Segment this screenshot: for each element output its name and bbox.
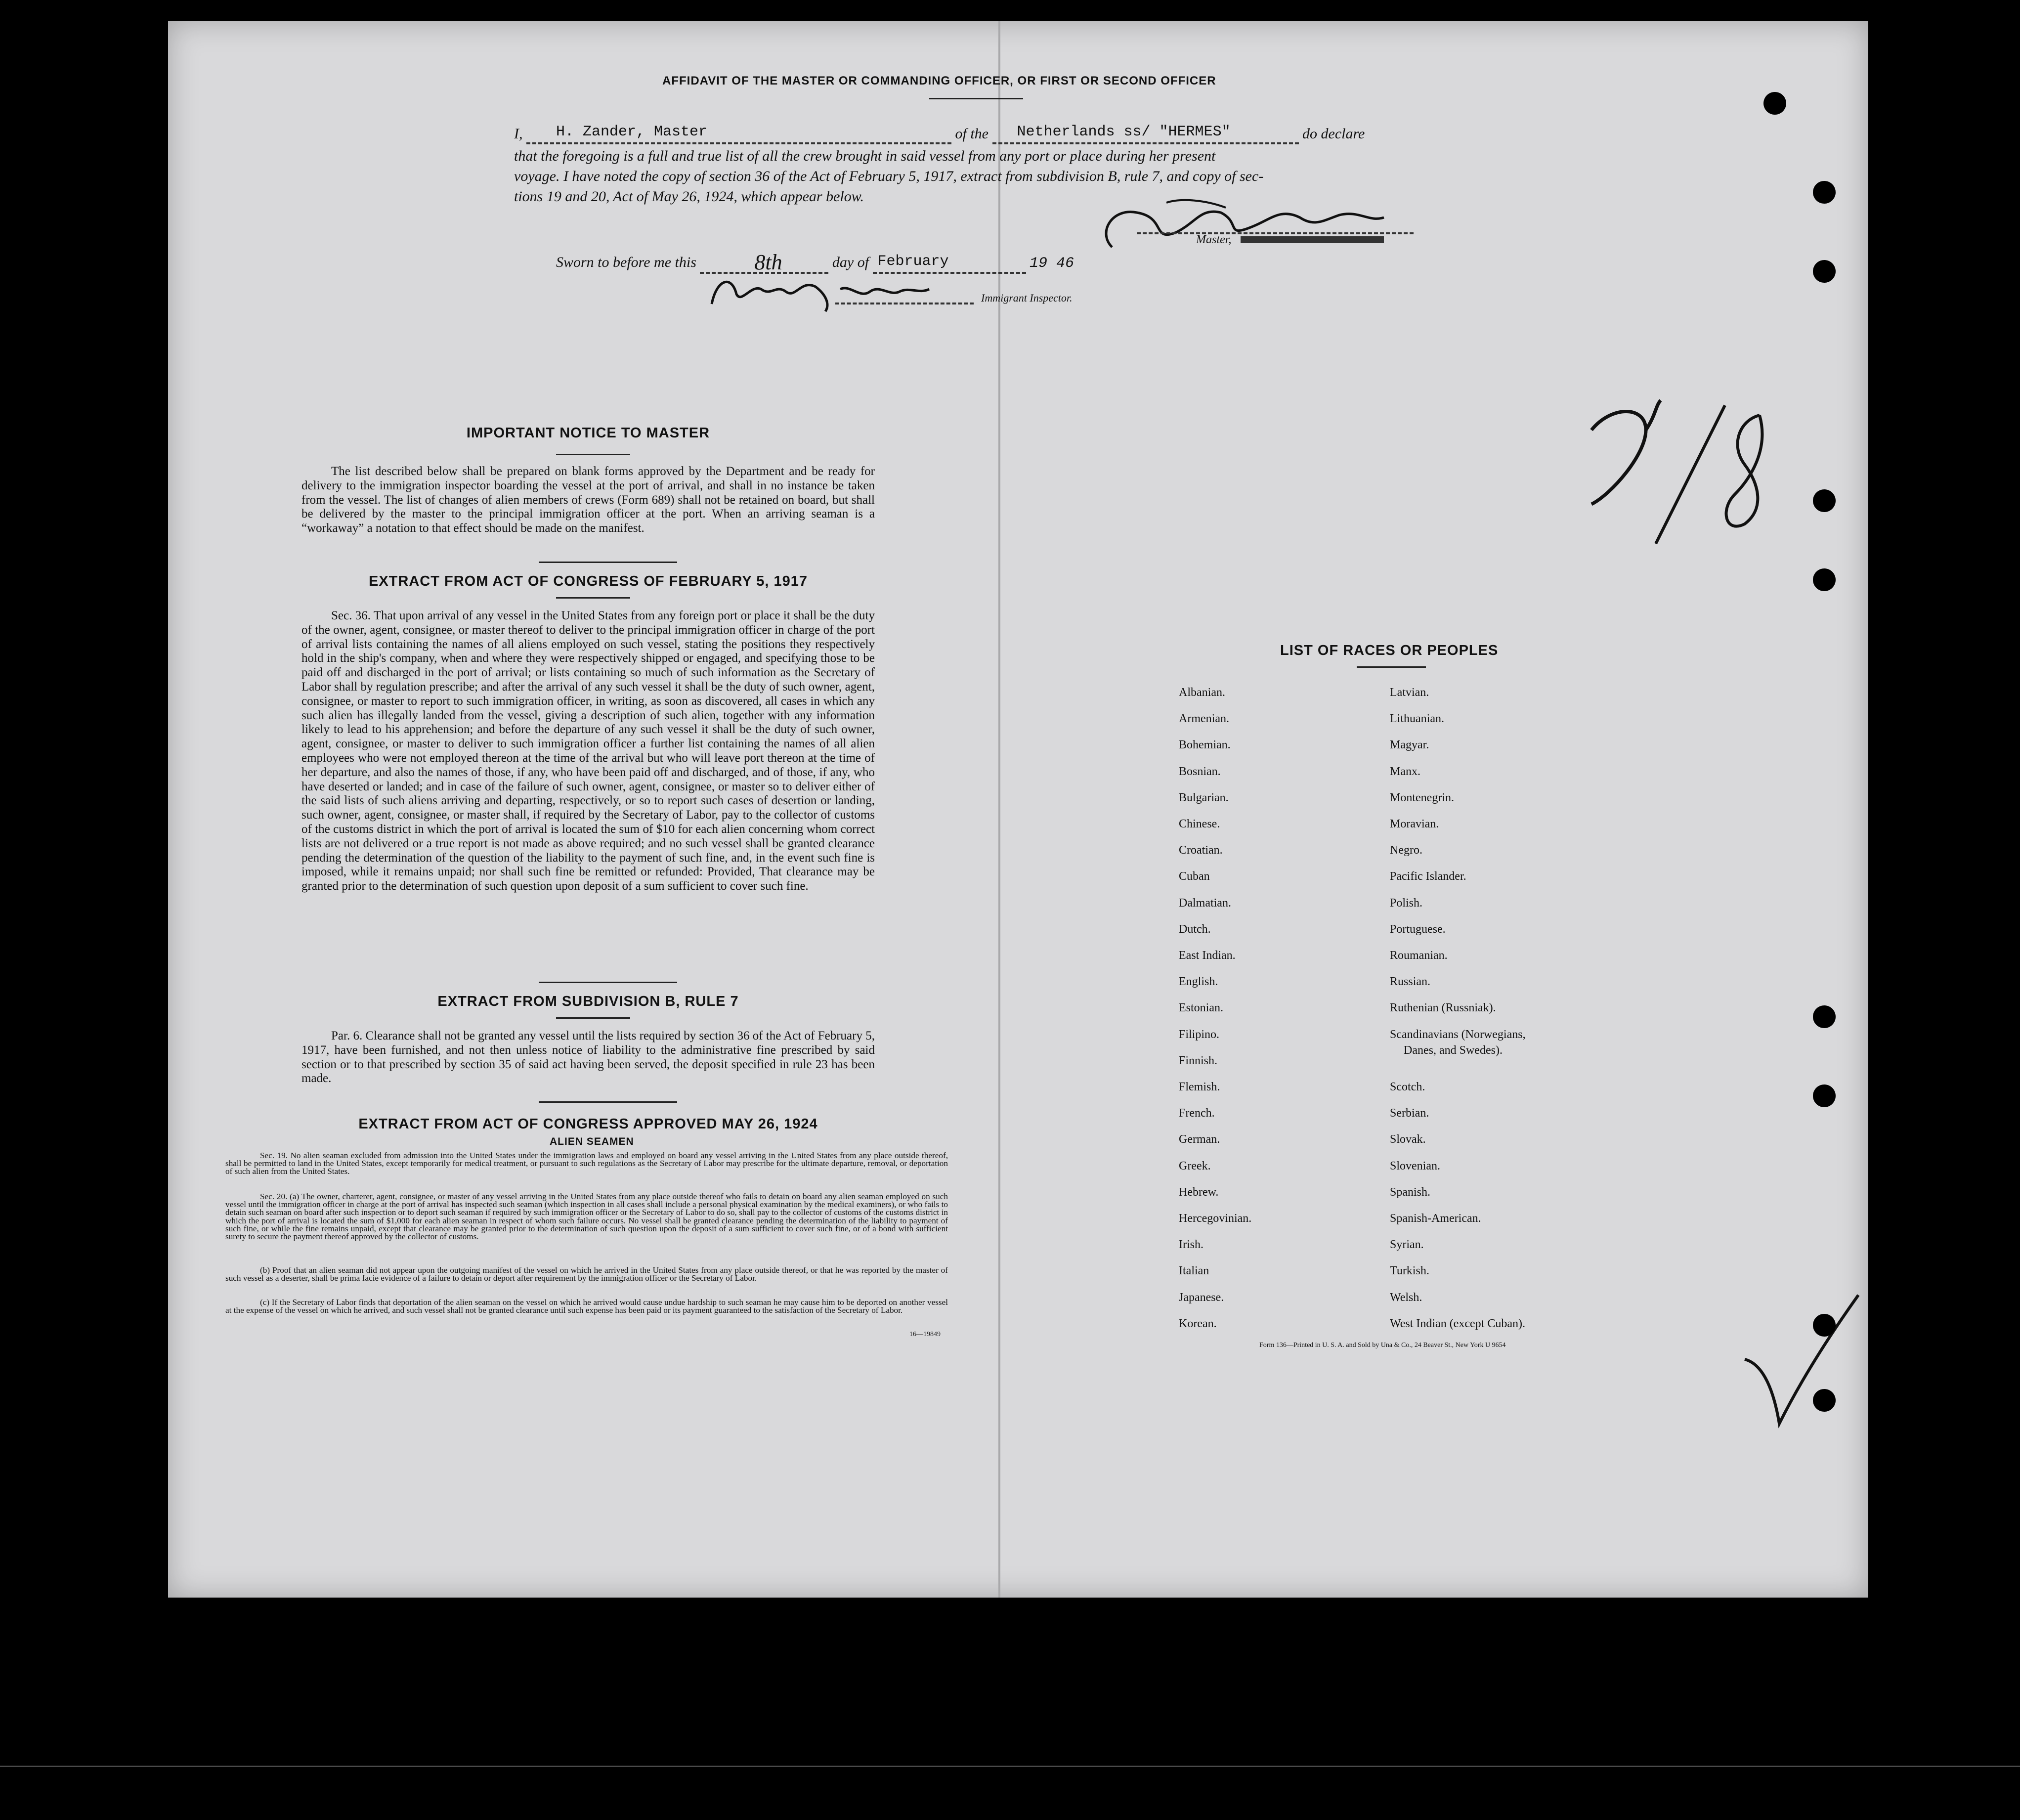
race-item: Roumanian. — [1390, 949, 1448, 962]
scan-bottom-line — [0, 1766, 2020, 1767]
race-item: Portuguese. — [1390, 922, 1446, 936]
sworn-text: Sworn to before me this — [556, 254, 696, 270]
race-item: Filipino. — [1179, 1028, 1220, 1041]
race-item: Bosnian. — [1179, 765, 1221, 778]
extract-1917-text: Sec. 36. That upon arrival of any vessel in the United States from any foreign port or place it shall be the duty of the owner, agent, consignee, or master thereof to deliver to the principal immigration officer in charge of the port of arrival lists containing the names of all aliens employed on such vessel, stating the positions they respectively hold in the ship's company, when and where they were respectively shipped or engaged, and specifying those to be paid off and discharged in the port of arrival; or lists containing so much of such information as the Secretary of Labor shall by regulation prescribe; and after the arrival of any such vessel it shall be the duty of such owner, agent, consignee, or master to report to such immigration officer, in writing, as soon as discovered, all cases in which any such alien has illegally landed from the vessel, giving a description of such alien, together with any information likely to lead to his apprehension; and before the departure of any such vessel it shall be the duty of such owner, agent, consignee, or master to deliver to such immigration officer a further list containing the names of all alien employees who were not employed thereon at the time of the arrival but who will leave port thereon at the time of her departure, and also the names of those, if any, who have been paid off and discharged, and of those, if any, who have deserted or landed; and in case of the failure of such owner, agent, consignee, or master so to deliver either of the said lists of such aliens arriving and departing, respectively, or so to report such cases of desertion or landing, such owner, agent, consignee, or master shall, if required by the Secretary of Labor, pay to the collector of customs of the customs district in which the port of arrival is located the sum of $10 for each alien concerning whom correct lists are not delivered or a true report is not made as above required; and no such vessel shall be granted clearance pending the determination of the question of the liability to the payment of such fine, and, in the event such fine is imposed, while it remains unpaid; nor shall such fine be remitted or refunded: Provided, That clearance may be granted prior to the determination of such question upon deposit of a sum sufficient to cover such fine. — [301, 609, 875, 893]
race-item: Serbian. — [1390, 1107, 1429, 1120]
punch-hole — [1813, 181, 1836, 204]
sworn-month: February — [877, 253, 949, 270]
race-item: Bohemian. — [1179, 738, 1231, 752]
race-item: Turkish. — [1390, 1264, 1429, 1278]
punch-hole — [1813, 489, 1836, 512]
sworn-day: 8th — [754, 250, 782, 274]
rule7-rule — [556, 1017, 630, 1019]
affidavit-do-declare: do declare — [1302, 126, 1365, 142]
race-item: Latvian. — [1390, 686, 1429, 699]
race-item: Bulgarian. — [1179, 791, 1229, 804]
race-item: English. — [1179, 975, 1218, 989]
master-name: H. Zander, Master — [556, 124, 708, 140]
inspector-sig-line — [835, 303, 974, 304]
race-item: West Indian (except Cuban). — [1390, 1317, 1525, 1330]
race-item: Hercegovinian. — [1179, 1212, 1252, 1225]
extract-1924-title: EXTRACT FROM ACT OF CONGRESS APPROVED MAY 26, 1924 — [358, 1116, 818, 1132]
punch-hole — [1813, 1005, 1836, 1028]
affidavit-i: I, — [514, 126, 523, 142]
affidavit-line2: that the foregoing is a full and true list of all the crew brought in said vessel from any port or place during her present — [514, 148, 1216, 164]
extract-1917-title: EXTRACT FROM ACT OF CONGRESS OF FEBRUARY 5, 1917 — [368, 573, 808, 589]
race-item: Irish. — [1179, 1238, 1203, 1252]
race-item: Spanish. — [1390, 1185, 1431, 1199]
race-item: Welsh. — [1390, 1291, 1422, 1304]
title-rule — [929, 98, 1023, 99]
race-item: Scotch. — [1390, 1081, 1425, 1093]
notice-end-rule — [539, 562, 677, 563]
race-item: Lithuanian. — [1390, 712, 1444, 726]
race-item: Ruthenian (Russniak). — [1390, 1001, 1496, 1015]
race-item: Dalmatian. — [1179, 896, 1231, 910]
race-item: Syrian. — [1390, 1238, 1424, 1252]
race-item: Korean. — [1179, 1317, 1217, 1330]
rule7-text: Par. 6. Clearance shall not be granted any vessel until the lists required by section 36 of the Act of February 5, 1917, have been furnished, and not then unless notice of liability to the administrative fine prescribed by said section or to that prescribed by section 35 of said act having been served, the deposit specified in rule 23 has been made. — [301, 1029, 875, 1085]
affidavit-title: AFFIDAVIT OF THE MASTER OR COMMANDING OFFICER, OR FIRST OR SECOND OFFICER — [662, 74, 1216, 87]
race-item: Slovak. — [1390, 1133, 1426, 1146]
race-item: Italian — [1179, 1264, 1209, 1278]
rule7-end-rule — [539, 1101, 677, 1103]
handwritten-page-mark — [1582, 386, 1789, 563]
race-item: Flemish. — [1179, 1081, 1220, 1093]
race-item: Spanish-American. — [1390, 1212, 1481, 1225]
sworn-year: 19 46 — [1030, 255, 1074, 272]
affidavit-line3: voyage. I have noted the copy of section 36 of the Act of February 5, 1917, extract from subdivision B, rule 7, and copy of sec- — [514, 168, 1264, 184]
race-item: Scandinavians (Norwegians, — [1390, 1028, 1526, 1041]
race-item: Slovenian. — [1390, 1159, 1440, 1172]
race-item: Greek. — [1179, 1159, 1211, 1172]
affidavit-line4: tions 19 and 20, Act of May 26, 1924, which appear below. — [514, 188, 864, 205]
check-mark — [1735, 1285, 1863, 1433]
race-item: Magyar. — [1390, 738, 1429, 752]
punch-hole — [1763, 92, 1786, 115]
race-item: Moravian. — [1390, 818, 1439, 830]
inspector-label: Immigrant Inspector. — [981, 292, 1073, 304]
race-item: Chinese. — [1179, 818, 1220, 830]
race-item: German. — [1179, 1133, 1220, 1146]
extract-1917-rule — [556, 597, 630, 599]
sec20b-text: (b) Proof that an alien seaman did not appear upon the outgoing manifest of the vessel on which he arrived in the United States from any place outside thereof, or that he was reported by the master of such vessel as a deserter, shall be prima facie evidence of a failure to detain or deport after requirement by the immigration officer or the Secretary of Labor. — [225, 1265, 948, 1283]
punch-hole — [1813, 568, 1836, 591]
punch-hole — [1813, 1314, 1836, 1337]
sec19-text: Sec. 19. No alien seaman excluded from admission into the United States under the immigration laws and employed on board any vessel arriving in the United States from any place outside thereof, shall be permitted to land in the United States, except temporarily for medical treatment, or pursuant to such regulations as the Secretary of Labor may prescribe for the ultimate departure, removal, or deportation of such alien from the United States. — [225, 1151, 948, 1176]
race-item: Dutch. — [1179, 922, 1211, 936]
race-item: Hebrew. — [1179, 1185, 1219, 1199]
race-item: Finnish. — [1179, 1054, 1218, 1067]
rule7-title: EXTRACT FROM SUBDIVISION B, RULE 7 — [437, 994, 739, 1009]
notice-text: The list described below shall be prepared on blank forms approved by the Department and be ready for delivery to the immigration inspector boarding the vessel at the port of arrival, and shall in no instance be taken from the vessel. The list of changes of alien members of crews (Form 689) shall not be retained on board, but shall be delivered by the master to the principal immigration officer at the port. When an arriving seaman is a “workaway” a notation to that effect should be made on the manifest. — [301, 465, 875, 535]
race-item: French. — [1179, 1107, 1215, 1120]
alien-seamen-subtitle: ALIEN SEAMEN — [550, 1136, 634, 1147]
race-item: Albanian. — [1179, 686, 1225, 699]
race-item: Russian. — [1390, 975, 1431, 989]
race-item: Pacific Islander. — [1390, 870, 1466, 883]
inspector-signature — [702, 269, 934, 314]
race-item: East Indian. — [1179, 949, 1236, 962]
master-signature — [1092, 193, 1399, 262]
race-item: Danes, and Swedes). — [1404, 1043, 1503, 1057]
race-item: Estonian. — [1179, 1001, 1223, 1015]
punch-hole — [1813, 1084, 1836, 1107]
race-item: Manx. — [1390, 765, 1420, 778]
print-code: 16—19849 — [909, 1331, 941, 1338]
day-of-text: day of — [832, 254, 869, 270]
races-rule — [1357, 666, 1426, 668]
affidavit-of-the: of the — [955, 126, 989, 142]
race-item: Croatian. — [1179, 844, 1223, 857]
race-item: Cuban — [1179, 870, 1210, 883]
sec20c-text: (c) If the Secretary of Labor finds that deportation of the alien seaman on the vessel on which he arrived would cause undue hardship to such seaman he may cause him to be deported on another vessel at the expense of the vessel on which he arrived, and such vessel shall not be granted clearance until such expense has been paid or its payment guaranteed to the satisfaction of the Secretary of Labor. — [225, 1298, 948, 1315]
race-item: Armenian. — [1179, 712, 1229, 726]
struck-title-redaction — [1241, 236, 1384, 243]
notice-rule — [556, 454, 630, 455]
form-footer: Form 136—Printed in U. S. A. and Sold by Una & Co., 24 Beaver St., New York U 9654 — [1259, 1342, 1506, 1349]
race-item: Negro. — [1390, 844, 1422, 857]
races-title: LIST OF RACES OR PEOPLES — [1280, 643, 1499, 658]
vessel-name: Netherlands ss/ "HERMES" — [1017, 124, 1231, 140]
punch-hole — [1813, 1389, 1836, 1412]
master-label: Master, — [1196, 233, 1232, 246]
extract-1917-end-rule — [539, 982, 677, 983]
punch-hole — [1813, 260, 1836, 283]
notice-title: IMPORTANT NOTICE TO MASTER — [466, 425, 710, 441]
sec20a-text: Sec. 20. (a) The owner, charterer, agent, consignee, or master of any vessel arriving in the United States from any place outside thereof who fails to detain on board any alien seaman employed on such vessel until the immigration officer in charge at the port of arrival has inspected such seaman (which inspection in all cases shall include a personal physical examination by the medical examiners), or who fails to detain such seaman on board after such inspection or to deport such seaman if required by such immigration officer or the Secretary of Labor to do so, shall pay to the collector of customs of the customs district in which the port of arrival is located the sum of $1,000 for each alien seaman in respect of whom such failure occurs. No vessel shall be granted clearance pending the determination of the liability to payment of such fine, or while the fine remains unpaid, except that clearance may be granted prior to the determination of such question upon the deposit of a sum sufficient to cover such fine, or of a bond with sufficient surety to secure the payment thereof approved by the collector of customs. — [225, 1192, 948, 1242]
race-item: Japanese. — [1179, 1291, 1224, 1304]
race-item: Montenegrin. — [1390, 791, 1454, 804]
race-item: Polish. — [1390, 896, 1423, 910]
affidavit-line1 — [514, 124, 1443, 144]
